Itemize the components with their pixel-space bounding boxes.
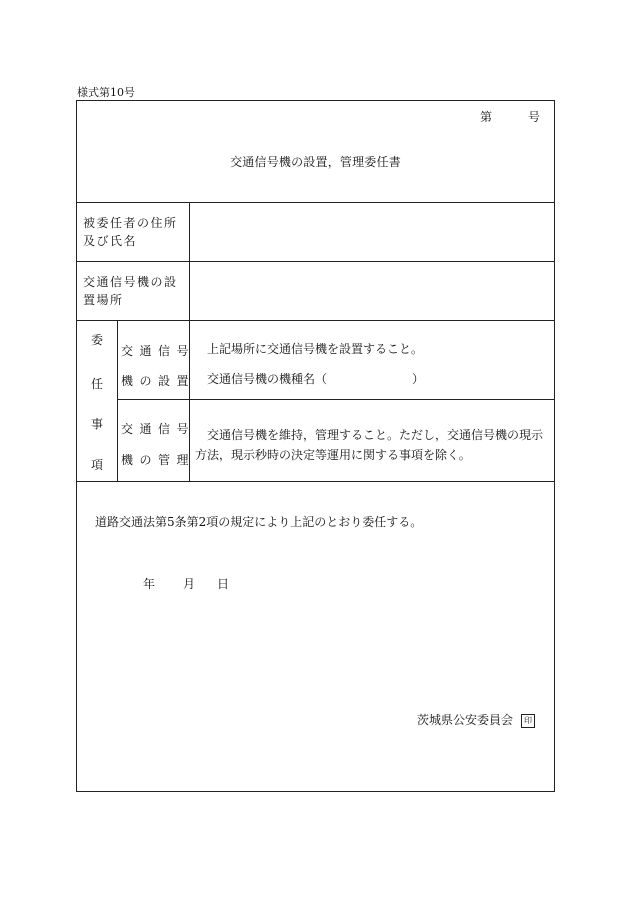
divider	[117, 320, 118, 481]
issuer-name: 茨城県公安委員会	[417, 713, 514, 727]
installation-location-label: 交通信号機の設置場所	[83, 275, 178, 307]
document-title: 交通信号機の設置，管理委任書	[230, 155, 401, 169]
delegate-address-name-field	[191, 203, 553, 260]
date-month: 月	[183, 577, 196, 591]
delegation-statement: 道路交通法第5条第2項の規定により上記のとおり委任する。	[95, 515, 423, 529]
delegation-form	[76, 100, 555, 792]
issuer-line	[417, 711, 535, 728]
delegated-matters-char: 事	[90, 417, 103, 431]
signal-model-label: 交通信号機の機種名（	[207, 372, 328, 386]
management-item-label: 機の管理	[121, 453, 196, 467]
management-item-label: 交通信号	[121, 422, 196, 436]
installation-item-label: 機の設置	[121, 374, 196, 388]
management-text: 交通信号機を維持，管理すること。ただし，交通信号機の現示方法，現示秒時の決定等運用に関する事項を除く。	[195, 428, 544, 462]
delegate-address-name-label: 被委任者の住所及び氏名	[83, 216, 178, 248]
document-number-suffix: 号	[528, 110, 541, 124]
date-day: 日	[217, 577, 230, 591]
seal-mark: 印	[521, 714, 535, 728]
form-number: 様式第10号	[77, 86, 135, 99]
signal-model-close-paren: ）	[412, 372, 425, 386]
delegated-matters-char: 委	[90, 333, 103, 347]
date-year: 年	[143, 577, 156, 591]
document-number-prefix: 第	[480, 110, 493, 124]
divider	[77, 320, 554, 321]
installation-location-field	[191, 262, 553, 319]
divider	[77, 481, 554, 482]
date-line	[143, 575, 229, 592]
divider	[117, 399, 554, 400]
delegated-matters-char: 項	[90, 458, 103, 472]
installation-item-label: 交通信号	[121, 344, 196, 358]
installation-text: 上記場所に交通信号機を設置すること。	[207, 342, 424, 356]
delegated-matters-char: 任	[90, 377, 103, 391]
